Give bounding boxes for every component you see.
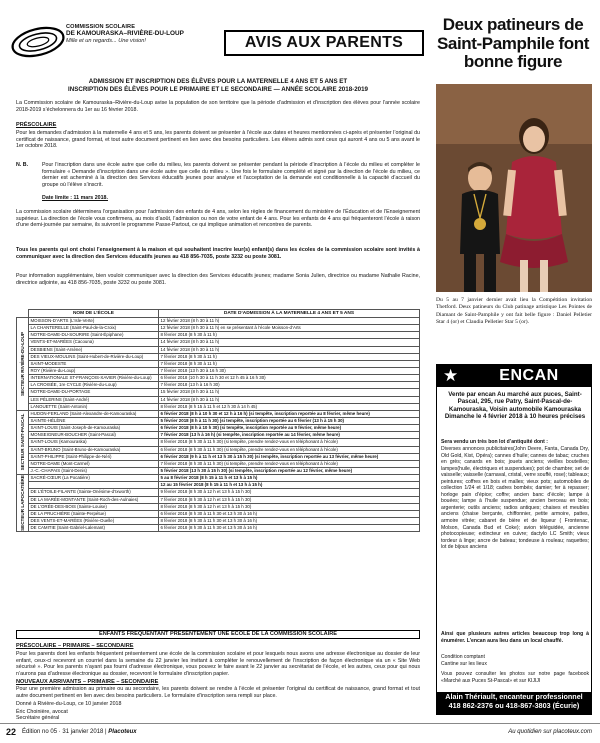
admission-date-cell: 9 février 2018 (8 h 30 à 12 h et 13 h à 15 h 30) (159, 489, 420, 496)
school-name-cell: SAINT-PHILIPPE (Saint-Philippe-de-Néri) (29, 453, 159, 460)
table-row (17, 517, 420, 524)
na-paragraph: Pour une première admission au primaire ou au secondaire, les parents doivent se rendre à l’école et présenter l’original du certificat de naissance, grand format et tout autre document pertinent en lien avec des besoins particuliers. Le formulaire d’inscription sera rempli sur place. (16, 686, 420, 699)
school-name-cell: SAINT-LOUIS (Saint-Joseph-de-Kamouraska) (29, 425, 159, 432)
sector-cell (17, 318, 29, 411)
prescolaire-heading: PRÉSCOLAIRE (16, 122, 57, 128)
table-row (17, 339, 420, 346)
table-row (17, 417, 420, 424)
commission-scolaire-logo (10, 18, 206, 64)
sector-cell (17, 410, 29, 474)
table-row (17, 332, 420, 339)
school-name-cell: J.-C.-CHAPAIS (Saint-Denis) (29, 467, 159, 474)
issue-info (22, 729, 137, 735)
table-row (17, 460, 420, 467)
signatory-title: Secrétaire général (16, 715, 60, 721)
table-row (17, 346, 420, 353)
admission-date-cell: 14 février 2018 (8 h 30 à 11 h) (159, 396, 420, 403)
nb-deadline: Date limite : 11 mars 2018. (42, 195, 108, 201)
table-row (17, 318, 420, 325)
admission-date-cell: 7 février 2018 (8 h 30 à 11 h) (159, 353, 420, 360)
school-name-cell: MONSEIGNEUR-BOUCHER (Saint-Pascal) (29, 432, 159, 439)
notice-main-title (16, 78, 420, 94)
admission-date-cell: 7 février 2018 (13 h à 16 h) (si tempête, inscription reportée au 14 février, même heure) (159, 432, 420, 439)
table-row (17, 353, 420, 360)
right-column (432, 12, 594, 715)
article-headline: Deux patineurs de Saint-Pamphile font bonne figure (436, 15, 590, 71)
table-row (17, 325, 420, 332)
admission-date-cell: 15 février 2018 (8 h 30 à 11 h) (159, 389, 420, 396)
encan-cond2: Cantine sur les lieux (441, 661, 487, 667)
school-name-cell: DE CAMITIE (Saint-Gabriel-Lalemant) (29, 525, 159, 532)
signatory-name: Éric Choinière, avocat (16, 709, 68, 715)
issue-text: Édition no 05 · 31 janvier 2018 | (22, 729, 109, 735)
table-row (17, 382, 420, 389)
avis-title: AVIS AUX PARENTS (224, 30, 424, 56)
schedule-body (17, 318, 420, 532)
school-name-cell (29, 482, 159, 489)
admission-date-cell: 6 février 2018 (10 h 30 à 11 h 30 et 12 h 45 à 16 h 30) (159, 375, 420, 382)
info-paragraph: Pour information supplémentaire, bien vouloir communiquer avec la direction des Services éducatifs jeunes; madame Sonia Julien, directrice ou madame Nathalie Racine, directrice adjointe, au 418 856-7035, poste 3232 ou poste 3081. (16, 273, 420, 286)
table-row (17, 453, 420, 460)
admission-date-cell: 6 février 2018 (8 h 30 à 11 h 30 et 13 h 30 à 16 h) (159, 510, 420, 517)
admission-date-cell: 12 février 2018 (8 h 30 à 11 h) (159, 318, 420, 325)
table-corner (17, 310, 29, 318)
school-name-cell: SAINT-LOUIS (Kamouraska) (29, 439, 159, 446)
school-name-cell: DE L’ORÉE-DES-BOIS (Sainte-Louise) (29, 503, 159, 510)
table-row (17, 510, 420, 517)
admission-date-cell: 6 février 2018 (8 h 30 à 11 h 30 et 13 h 30 à 16 h) (159, 525, 420, 532)
star-icon: ★ (443, 366, 459, 385)
encan-consult: Vous pouvez consulter les photos sur notre page facebook «Marché aux Puces St-Pascal» et sur KIJIJI (441, 671, 589, 684)
table-row (17, 403, 420, 410)
admission-date-cell: 8 février 2018 (8 h 15 à 11 h et 12 h 30 à 14 h 45) (159, 403, 420, 410)
encan-body-lead: Sera vendu un très bon lot d’antiquité dont : (441, 439, 548, 445)
table-row (17, 375, 420, 382)
school-name-cell: NOTRE-DAME-DU-PORTAGE (29, 389, 159, 396)
photo-caption: Du 5 au 7 janvier dernier avait lieu la Compétition invitation Thetford. Deux patineurs du Club patinage artistique Les Pointes de Diamant de Saint-Pamphile y ont fait belle figure : Daniel Pelletier Star 4 (or) et Claudia Pelletier Star 5 (or). (436, 297, 592, 325)
contact-phone: 418 862-2376 ou 418-867-3803 (Écurie) (448, 701, 580, 710)
admission-date-cell: 5 février 2018 (13 h 30 à 15 h 30) (si tempête, inscription reportée au 12 février, même heure) (159, 467, 420, 474)
school-name-cell: HUDON-FERLAND (Saint-Alexandre-de-Kamouraska) (29, 410, 159, 417)
table-row (17, 475, 420, 482)
school-name-cell: DESBIENS (Saint-Arsène) (29, 346, 159, 353)
admission-date-cell: 5 février 2018 (8 h à 11 h 30) (si tempête, inscription reportée au 6 février (13 h à 15 h 30) (159, 417, 420, 424)
school-name-cell: NOTRE-DAME-DU-SOURIRE (Saint-Épiphane) (29, 332, 159, 339)
table-row (17, 389, 420, 396)
school-name-cell: DE LA MARÉE-MONTANTE (Saint-Roch-des-Aulnaies) (29, 496, 159, 503)
table-row (17, 410, 420, 417)
school-name-cell: DES VIEUX-MOULINS (Saint-Hubert-de-Rivière-du-Loup) (29, 353, 159, 360)
admission-date-cell: 8 février 2018 (8 h 30 à 11 h 30) (si tempête, prendre rendez-vous en téléphonant à l’école) (159, 439, 420, 446)
encan-note: Ainsi que plusieurs autres articles beaucoup trop long à énumérer. L’encan aura lieu dans un local chauffé. (441, 631, 589, 644)
intro-paragraph: La Commission scolaire de Kamouraska–Rivière-du-Loup avise la population de son territoire que la période d’admission et d’inscription des élèves pour l’année scolaire 2018-2019 s’échelonnera du 1er au 16 février 2018. (16, 100, 420, 113)
sector-label: SECTEUR RIVIÈRE-DU-LOUP (19, 331, 25, 396)
admission-date-cell: 8 février 2018 (8 h 30 à 11 h) (159, 332, 420, 339)
nb-paragraph: Pour l’inscription dans une école autre que celle du milieu, les parents doivent se présenter pendant la période d’inscription à l’école du milieu et compléter le formulaire « Demande d’inscription dans une école autre que celle du milieu ». Une fois le formulaire complété et signé par la direction de l’école du milieu, ce dernier est acheminé à la direction des Services éducatifs jeunes pour analyse et l’acceptation de la demande est conditionnelle à la capacité d’accueil du groupe où l’élève s’inscrit. (42, 162, 420, 188)
encan-intro: Vente par encan Au marché aux puces, Saint-Pascal, 295, rue Patry, Saint-Pascal-de-Kamouraska, Voisin automobile Kamouraska Dimanche le 4 février 2018 à 10 heures précises (444, 391, 586, 420)
table-row (17, 425, 420, 432)
school-name-cell: SAINTE-HÉLÈNE (29, 417, 159, 424)
school-name-cell: VENTS-ET-MARÉES (Cacouna) (29, 339, 159, 346)
encan-header (437, 365, 591, 387)
school-name-cell: LA CHANTERELLE (Saint-Paul-de-la-Croix) (29, 325, 159, 332)
skaters-photo (436, 84, 592, 292)
school-name-cell: INTERNATIONALE ST-FRANÇOIS-XAVIER (Rivière-du-Loup) (29, 375, 159, 382)
logo-line1: COMMISSION SCOLAIRE (66, 24, 136, 30)
page-number: 22 (6, 727, 17, 737)
school-name-cell: ROY (Rivière-du-Loup) (29, 367, 159, 374)
logo-tagline: Mille et un regards... Une vision! (66, 37, 146, 44)
contact-name: Alain Thériault, encanteur professionnel (445, 692, 583, 701)
admission-date-cell: 7 février 2018 (13 h à 16 h 30) (159, 382, 420, 389)
admission-date-cell: 6 février 2018 (9 h à 11 h et 13 h 30 à 15 h 30) (si tempête, inscription reportée au 13 février, même heure) (159, 453, 420, 460)
col-school-header: NOM DE L’ÉCOLE (29, 310, 159, 318)
admission-date-cell: 7 février 2018 (13 h 30 à 16 h 30) (159, 367, 420, 374)
logo-line2: DE KAMOURASKA–RIVIÈRE-DU-LOUP (66, 29, 184, 37)
placoteux-logo: Placoteux (108, 729, 137, 735)
encan-contact (437, 692, 591, 714)
table-row (17, 367, 420, 374)
avis-aux-parents-notice (6, 12, 428, 721)
admission-date-cell: 6 février 2018 (8 h 30 à 11 h 30) (si tempête, prendre rendez-vous en téléphonant à l’école) (159, 446, 420, 453)
given-date: Donné à Rivière-du-Loup, ce 10 janvier 2018 (16, 701, 122, 707)
ministere-paragraph: La commission scolaire déterminera l’organisation pour l’admission des enfants de 4 ans, selon les règles de financement du ministère de l’Éducation et de l’Enseignement supérieur. La direction de l’école vous confirmera, au mois d’août, l’admission ou non de votre enfant de 4 ans. Pour les enfants de 4 ans qui fréquenteront l’école à raison d’une demi-journée par semaine, ils suivront le programme Passe-Partout, ce qui implique animation et rencontres de parents. (16, 209, 420, 229)
main-title-line1: ADMISSION ET INSCRIPTION DES ÉLÈVES POUR LA MATERNELLE 4 ANS ET 5 ANS ET (88, 78, 348, 85)
encan-body: Diverses annonces publicitaires(John Deere, Fanta, Canada Dry, Old Gold, Kist, Opéra); cannes d’huile; cannes de tabac; cruches en grès; canards en bois; jouets anciens; vieilles bouteilles; lampes(huile, électriques et suspendues); pot de chambre; set de vaisselle; vaisselle (carnaval, cristal, verre souffé, rose); tableaux; peintures; coffres en bois et malles; vieux pots; automobiles de collection 1/24 et 1/18; cadres bombés; damier; fer à repasser; horloge pain d’épice; coffre; ancien banc d’école; lampe à bouées; lampe à l’huile suspendue; ancien berceau en bois; argenterie; outils anciens; radios antiques; chaises et meubles anciens (chaise berçante, chiffonnier, petite armoire, pattes, armoire vitrée; cabaret de bière et de liqueur ( Frontenac, Molson, Canada Bud et Coke); avion téléguidée, ancienne photocopieuse; extincteur en cuivre; dactylo LC Smith; vieux tordeur à linge; ancre de bateau; tondeuse à rouleau; raquettes; lot de bijoux anciens (441, 446, 589, 551)
table-row (17, 489, 420, 496)
school-name-cell: LA CROISÉE, 1re CYCLE (Rivière-du-Loup) (29, 382, 159, 389)
sector-cell (17, 475, 29, 532)
admission-date-cell: 8 février 2018 (8 h 30 à 11 h 30 et 13 h 30 à 16 h) (159, 517, 420, 524)
ps-heading: PRÉSCOLAIRE – PRIMAIRE – SECONDAIRE (16, 643, 134, 649)
table-row (17, 396, 420, 403)
admission-date-cell: 12 février 2018 (8 h 30 à 11 h) en se présentant à l’école Moisson-d’Arts (159, 325, 420, 332)
prescolaire-paragraph: Pour les demandes d’admission à la maternelle 4 ans et 5 ans, les parents doivent se présenter à l’école aux dates et heures mentionnées ci-après et présenter l’original du certificat de naissance, grand format, et tout autre document pertinent en lien avec des besoins particuliers. Les élèves admis sont ceux qui auront 4 ans ou 5 ans avant le 1er octobre 2018. (16, 130, 420, 150)
table-row (17, 446, 420, 453)
na-heading: NOUVEAUX ARRIVANTS – PRIMAIRE – SECONDAIRE (16, 679, 159, 685)
school-name-cell: LANOUETTE (Saint-Antonin) (29, 403, 159, 410)
main-title-line2: INSCRIPTION DES ÉLÈVES POUR LE PRIMAIRE ET LE SECONDAIRE — ANNÉE SCOLAIRE 2018-2019 (68, 86, 368, 93)
admission-date-cell: 7 février 2018 (8 h 30 à 11 h) (159, 360, 420, 367)
admission-date-cell: 12 au 15 février 2018 (8 h 15 à 11 h et 13 h à 15 h) (159, 482, 420, 489)
nb-label: N. B. (16, 162, 29, 168)
sector-label: SECTEUR SAINT-PASCAL (19, 414, 25, 471)
admission-date-cell: 14 février 2018 (8 h 30 à 11 h) (159, 346, 420, 353)
school-name-cell: DE LA PRUCHIÈRE (Sainte-Perpétue) (29, 510, 159, 517)
admission-date-cell: 6 février 2018 (8 h à 10 h 30 et 12 h à 16 h) (si tempête, inscription reportée au 8 février, même heure) (159, 410, 420, 417)
table-row (17, 439, 420, 446)
table-row (17, 503, 420, 510)
admission-date-cell: 6 février 2018 (8 h à 10 h 30) (si tempête, inscription reportée au 9 février, même heure) (159, 425, 420, 432)
school-name-cell: SAINT-MODESTE (29, 360, 159, 367)
school-name-cell: NOTRE-DAME (Mont-Carmel) (29, 460, 159, 467)
school-name-cell: DES VENTS-ET-MARÉES (Rivière-Ouelle) (29, 517, 159, 524)
encan-cond1: Condition comptant (441, 654, 485, 660)
swirl-logo-icon (10, 20, 68, 60)
admission-date-cell: 7 février 2018 (8 h 30 à 12 h et 13 h à 15 h 30) (159, 496, 420, 503)
school-name-cell: MOISSON-D’ARTS (L’Isle-Verte) (29, 318, 159, 325)
table-row (17, 360, 420, 367)
admission-date-cell: 8 février 2018 (8 h 30 à 12 h et 13 h à 15 h 30) (159, 503, 420, 510)
home-school-paragraph: Tous les parents qui ont choisi l’enseignement à la maison et qui souhaitent inscrire leur(s) enfant(s) dans les écoles de la commission scolaire sont invités à communiquer avec la direction des Services éducatifs jeunes au 418 856-7035, poste 3232 ou poste 3081. (16, 247, 420, 260)
admission-schedule-table (16, 309, 420, 532)
footer-website: Au quotidien sur placoteux.com (508, 729, 592, 735)
page-footer (0, 723, 600, 743)
skaters-illustration (436, 84, 592, 292)
encan-title: ENCAN (499, 367, 559, 384)
admission-date-cell: 14 février 2018 (8 h 30 à 11 h) (159, 339, 420, 346)
school-name-cell: SAINT-BRUNO (Saint-Bruno-de-Kamouraska) (29, 446, 159, 453)
sector-label: SECTEUR LAPOCATIÈRE (19, 475, 25, 532)
col-date-header: DATE D’ADMISSION À LA MATERNELLE 4 ANS ET 5 ANS (159, 310, 420, 318)
table-row (17, 432, 420, 439)
school-name-cell: DE L’ÉTOILE-FILANTE (Sainte-Onésime-d’Ixworth) (29, 489, 159, 496)
school-name-cell: SACRÉ-CŒUR (La Pocatière) (29, 475, 159, 482)
admission-date-cell: 7 février 2018 (8 h 30 à 11 h 30) (si tempête, prendre rendez-vous en téléphonant à l’école) (159, 460, 420, 467)
table-row (17, 525, 420, 532)
table-row (17, 467, 420, 474)
school-name-cell: LES PÈLERINS (Saint-André) (29, 396, 159, 403)
encan-ad (436, 364, 592, 715)
admission-date-cell: 5 au 8 février 2018 (8 h 15 à 11 h et 13 h à 15 h) (159, 475, 420, 482)
enfants-bar: ENFANTS FRÉQUENTANT PRÉSENTEMENT UNE ÉCOLE DE LA COMMISSION SCOLAIRE (16, 630, 420, 639)
table-row (17, 482, 420, 489)
ps-paragraph: Pour les parents dont les enfants fréquentent présentement une école de la commission scolaire et pour lesquels nous avons une adresse électronique au dossier de leur enfant, ceux-ci recevront un courriel dans la semaine du 22 janvier les invitant à compléter le renouvellement de l’inscription de façon électronique via un « Site Web sécurisé ». Pour les parents n’ayant pas fourni d’adresse électronique, vous pouvez le faire avant le 22 janvier au secrétariat de l’école, et les autres, ceux pour qui nous n’aurons pas d’adresse électronique au dossier, recevront le formulaire d’inscription papier. (16, 651, 420, 677)
table-row (17, 496, 420, 503)
